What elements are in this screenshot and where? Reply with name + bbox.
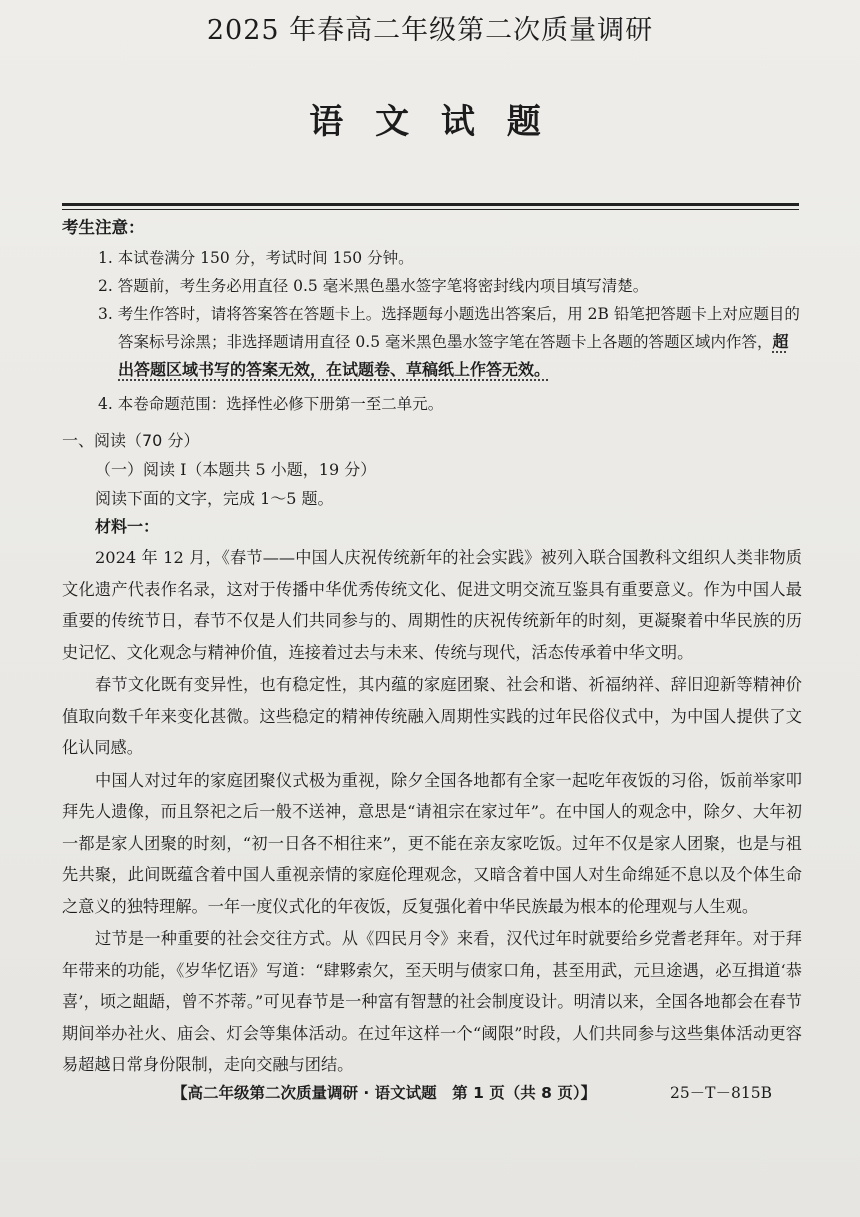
reading-passage: [62, 542, 802, 1082]
notice-heading: 考生注意：: [62, 218, 145, 237]
notice-block: [62, 214, 802, 418]
notice-item-1: 1. 本试卷满分 150 分，考试时间 150 分钟。: [98, 249, 414, 267]
notice-item-3-text: 3. 考生作答时，请将答案答在答题卡上。选择题每小题选出答案后，用 2B 铅笔把答题卡上对应题目的答案标号涂黑；非选择题请用直径 0.5 毫米黑色墨水签字笔在答题卡上各题的答题区域内作答，: [98, 305, 800, 351]
notice-item-3: [98, 300, 802, 384]
passage-paragraph: 2024 年 12 月，《春节——中国人庆祝传统新年的社会实践》被列入联合国教科文组织人类非物质文化遗产代表作名录，这对于传播中华优秀传统文化、促进文明交流互鉴具有重要意义。作为中国人最重要的传统节日，春节不仅是人们共同参与的、周期性的庆祝传统新年的时刻，更凝聚着中华民族的历史记忆、文化观念与精神价值，连接着过去与未来、传统与现代，活态传承着中华文明。: [62, 548, 802, 662]
header-divider-thin: [62, 209, 799, 210]
footer-code: 25－T－815B: [669, 1084, 772, 1102]
notice-item-4: 4. 本卷命题范围：选择性必修下册第一至二单元。: [98, 395, 444, 413]
subject-title: 语 文 试 题: [309, 102, 551, 142]
material-label: 材料一：: [95, 517, 160, 536]
passage-paragraph: 春节文化既有变异性，也有稳定性，其内蕴的家庭团聚、社会和谐、祈福纳祥、辞旧迎新等精神价值取向数千年来变化甚微。这些稳定的精神传统融入周期性实践的过年民俗仪式中，为中国人提供了文化认同感。: [62, 675, 802, 757]
header-divider-thick: [62, 203, 799, 206]
notice-warning: 超出答题区域书写的答案无效，在试题卷、草稿纸上作答无效。: [118, 332, 789, 379]
section-title: 一、阅读（70 分）: [62, 431, 200, 450]
exam-title: 2025 年春高二年级第二次质量调研: [206, 15, 654, 46]
subsection-title: （一）阅读 Ⅰ（本题共 5 小题，19 分）: [95, 460, 377, 479]
footer-label: 【高二年级第二次质量调研 · 语文试题 第 1 页（共 8 页）】: [172, 1084, 597, 1102]
reading-instruction: 阅读下面的文字，完成 1～5 题。: [95, 489, 334, 508]
passage-paragraph: 中国人对过年的家庭团聚仪式极为重视，除夕全国各地都有全家一起吃年夜饭的习俗，饭前举家叩拜先人遗像，而且祭祀之后一般不送神，意思是“请祖宗在家过年”。在中国人的观念中，除夕、大年初一都是家人团聚的时刻，“初一日各不相往来”，更不能在亲友家吃饭。过年不仅是家人团聚，也是与祖先共聚，此间既蕴含着中国人重视亲情的家庭伦理观念，又暗含着中国人对生命绵延不息以及个体生命之意义的独特理解。一年一度仪式化的年夜饭，反复强化着中华民族最为根本的伦理观与人生观。: [62, 770, 802, 916]
passage-paragraph: 过节是一种重要的社会交往方式。从《四民月令》来看，汉代过年时就要给乡党耆老拜年。对于拜年带来的功能，《岁华忆语》写道：“肆夥索欠，至天明与债家口角，甚至用武，元旦途遇，必互揖道‘恭喜’，顷之龃龉，曾不芥蒂。”可见春节是一种富有智慧的社会制度设计。明清以来，全国各地都会在春节期间举办社火、庙会、灯会等集体活动。在过年这样一个“阈限”时段，人们共同参与这些集体活动更容易超越日常身份限制，走向交融与团结。: [62, 929, 802, 1074]
notice-item-2: 2. 答题前，考生务必用直径 0.5 毫米黑色墨水签字笔将密封线内项目填写清楚。: [98, 277, 649, 295]
